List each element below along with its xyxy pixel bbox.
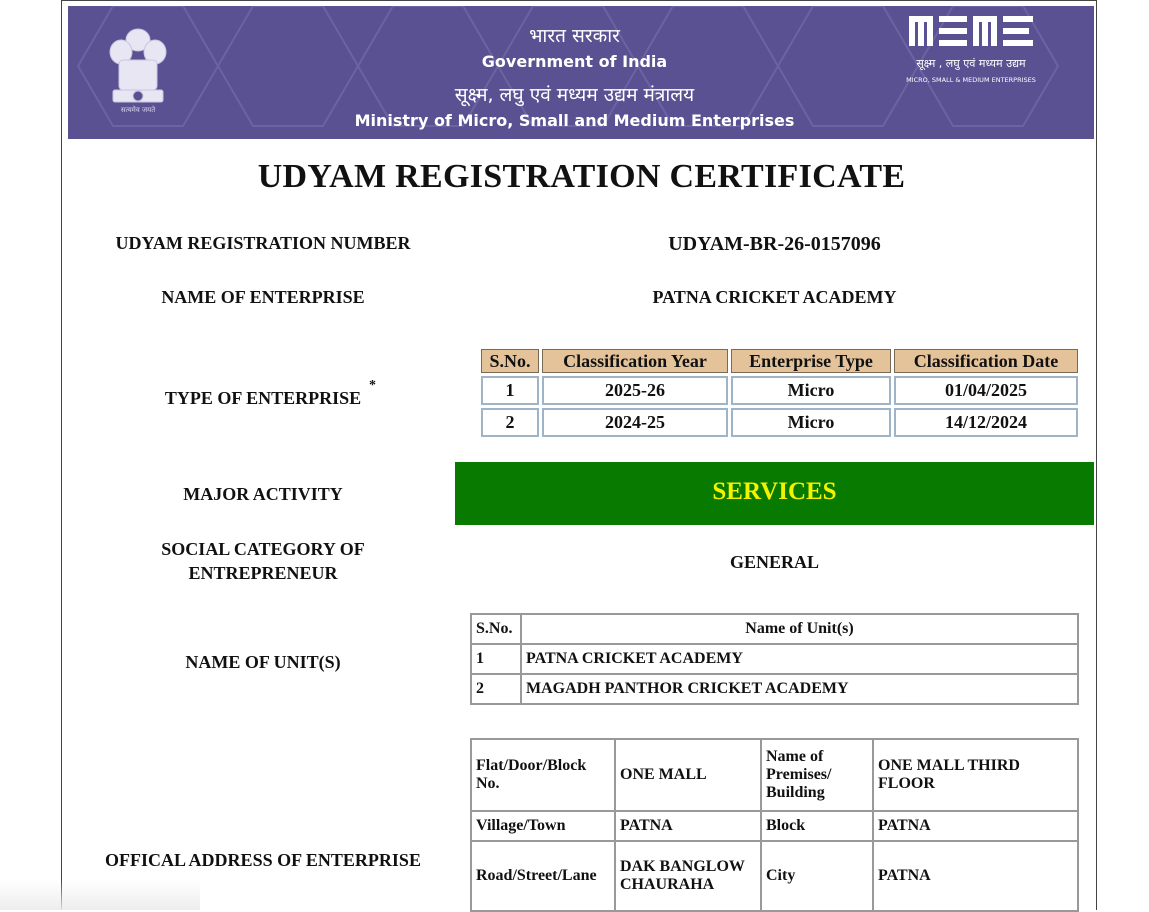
registration-number-label: UDYAM REGISTRATION NUMBER [115, 233, 411, 253]
registration-number-value: UDYAM-BR-26-0157096 [668, 233, 881, 255]
table-cell: Micro [731, 408, 891, 437]
table-row [481, 376, 1078, 405]
emblem-caption: सत्यमेव जयते [120, 106, 156, 114]
msme-tagline-english: MICRO, SMALL & MEDIUM ENTERPRISES [906, 76, 1036, 84]
table-cell: Road/Street/Lane [471, 841, 615, 911]
hindi-ministry-title: सूक्ष्म, लघु एवं मध्यम उद्यम मंत्रालय [454, 84, 695, 106]
table-cell: Block [761, 811, 873, 841]
table-row [471, 841, 1078, 911]
table-row [471, 644, 1078, 674]
major-activity-label: MAJOR ACTIVITY [183, 484, 343, 504]
classification-header-row [481, 349, 1078, 373]
hindi-government-title: भारत सरकार [529, 25, 620, 47]
column-header: S.No. [471, 614, 521, 644]
table-cell: MAGADH PANTHOR CRICKET ACADEMY [521, 674, 1078, 704]
units-table [470, 613, 1079, 705]
social-category-label-line2: ENTREPRENEUR [188, 563, 338, 583]
msme-logo [909, 16, 1035, 46]
column-header: Name of Unit(s) [521, 614, 1078, 644]
table-cell: 2 [481, 408, 539, 437]
msme-tagline-hindi: सूक्ष्म , लघु एवं मध्यम उद्यम [916, 57, 1026, 70]
table-cell: PATNA [873, 841, 1078, 911]
table-cell: 2025-26 [542, 376, 728, 405]
table-row [481, 408, 1078, 437]
table-cell: ONE MALL THIRD FLOOR [873, 739, 1078, 811]
table-cell: Village/Town [471, 811, 615, 841]
social-category-label-line1: SOCIAL CATEGORY OF [161, 539, 365, 559]
table-cell: PATNA [873, 811, 1078, 841]
table-cell: 1 [471, 644, 521, 674]
enterprise-name-label: NAME OF ENTERPRISE [161, 287, 365, 307]
table-cell: 2 [471, 674, 521, 704]
table-cell: 01/04/2025 [894, 376, 1078, 405]
table-cell: 1 [481, 376, 539, 405]
units-header-row [471, 614, 1078, 644]
table-cell: 2024-25 [542, 408, 728, 437]
column-header: S.No. [481, 349, 539, 373]
enterprise-name-value: PATNA CRICKET ACADEMY [652, 287, 897, 307]
certificate-title: UDYAM REGISTRATION CERTIFICATE [257, 158, 906, 195]
table-cell: PATNA [615, 811, 761, 841]
table-row [471, 674, 1078, 704]
table-cell: DAK BANGLOW CHAURAHA [615, 841, 761, 911]
asterisk-marker: * [369, 378, 376, 393]
enterprise-type-label: TYPE OF ENTERPRISE [164, 388, 362, 408]
major-activity-value: SERVICES [712, 478, 837, 505]
table-row [471, 811, 1078, 841]
english-ministry-title: Ministry of Micro, Small and Medium Enterprises [354, 111, 795, 130]
unit-names-label: NAME OF UNIT(S) [185, 652, 341, 672]
classification-table [478, 346, 1081, 440]
table-cell: Name of Premises/ Building [761, 739, 873, 811]
table-cell: City [761, 841, 873, 911]
scroll-shadow [0, 880, 200, 910]
table-cell: 14/12/2024 [894, 408, 1078, 437]
address-table [470, 738, 1079, 912]
official-address-label: OFFICAL ADDRESS OF ENTERPRISE [105, 850, 421, 870]
table-cell: Flat/Door/Block No. [471, 739, 615, 811]
social-category-value: GENERAL [729, 552, 819, 572]
column-header: Classification Date [894, 349, 1078, 373]
table-cell: PATNA CRICKET ACADEMY [521, 644, 1078, 674]
table-cell: Micro [731, 376, 891, 405]
table-row [471, 739, 1078, 811]
column-header: Classification Year [542, 349, 728, 373]
table-cell: ONE MALL [615, 739, 761, 811]
english-government-title: Government of India [481, 52, 668, 71]
column-header: Enterprise Type [731, 349, 891, 373]
